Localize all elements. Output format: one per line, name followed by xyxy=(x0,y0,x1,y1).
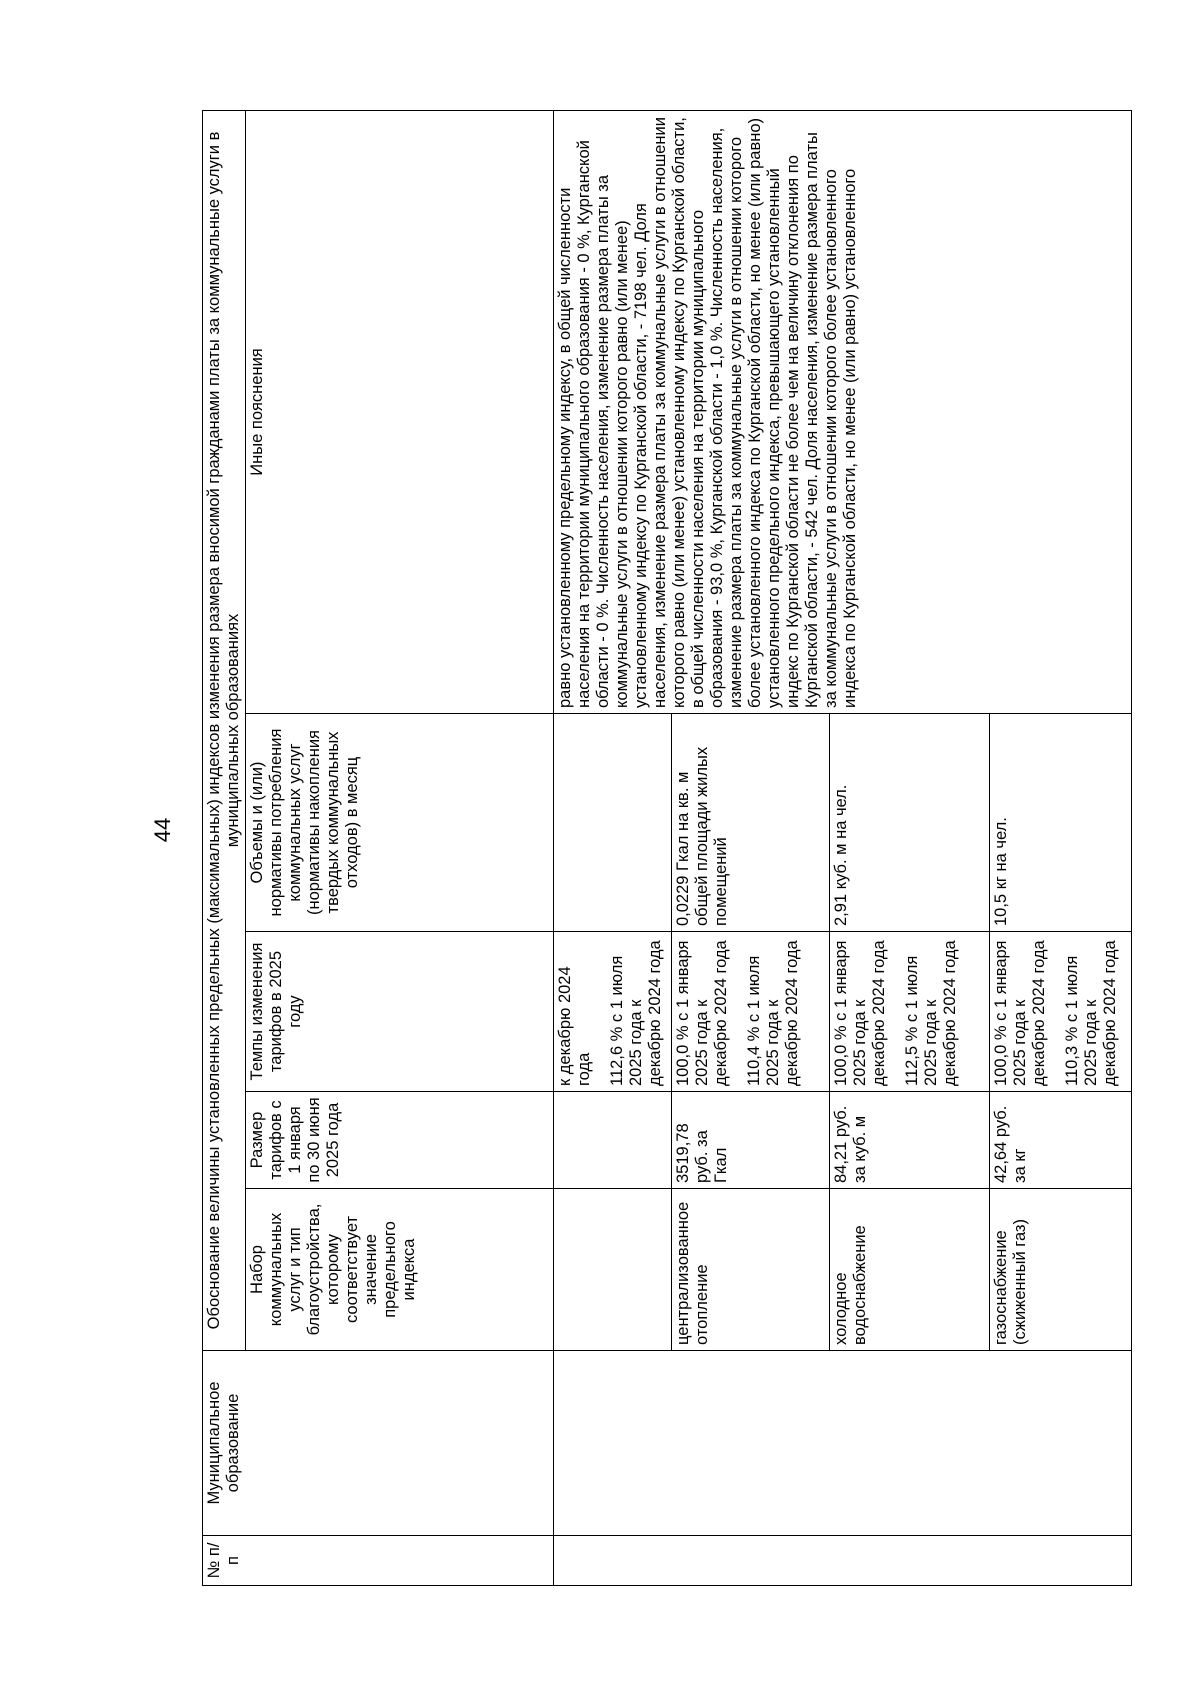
header-volume: Объемы и (или) нормативы потребления коммунальных услуг (нормативы накопления твердых коммунальных отходов) в месяц xyxy=(246,714,554,932)
cell-tariff: 42,64 руб. за кг xyxy=(990,1092,1132,1189)
cell-tariff: 3519,78 руб. за Гкал xyxy=(672,1092,830,1189)
rate-line-1: 100,0 % с 1 января 2025 года к декабрю 2024 года xyxy=(674,940,730,1086)
rate-line-2: 112,5 % с 1 июля 2025 года к декабрю 2024 года xyxy=(903,940,959,1086)
tariff-index-table xyxy=(202,110,1132,1586)
header-tariff: Размер тарифов с 1 января по 30 июня 2025 года xyxy=(246,1092,554,1189)
cell-service: централизованное отопление xyxy=(672,1189,830,1351)
rate-line-2: 112,6 % с 1 июля 2025 года к декабрю 2024 года xyxy=(608,940,664,1086)
header-rates: Темпы изменения тарифов в 2025 году xyxy=(246,932,554,1092)
header-municipality: Муниципальное образование xyxy=(203,1351,554,1536)
header-group-title: Обоснование величины установленных предельных (максимальных) индексов изменения размера вносимой гражданами платы за коммунальные услуги в муниципальных образованиях xyxy=(203,110,246,1350)
rotated-table-sheet xyxy=(202,111,1130,1586)
rate-line-1: 100,0 % с 1 января 2025 года к декабрю 2024 года xyxy=(992,940,1048,1086)
cell-volume: 10,5 кг на чел. xyxy=(990,714,1132,932)
table-row xyxy=(554,110,672,1585)
cell-tariff: 84,21 руб. за куб. м xyxy=(830,1092,990,1189)
cell-service: холодное водоснабжение xyxy=(830,1189,990,1351)
page-number: 44 xyxy=(150,817,175,843)
cell-notes: равно установленному предельному индексу, в общей численности населения на территории муниципального образования - 0 %, Курганской области - 0 %. Численность населения, изменение размера платы за коммунальные услуги в отношении которого равно (или менее) установленному индексу по Курганской области, - 7198 чел. Доля населения, изменение размера платы за коммунальные услуги в отношении которого равно (или менее) установленному индексу по Курганской области, в общей численности населения на территории муниципального образования - 93,0 %, Курганской области - 1,0 %. Численность населения, изменение размера платы за коммунальные услуги в отношении которого более установленного индекса по Курганской области, но менее (или равно) установленного предельного индекса, превышающего установленный индекс по Курганской области не более чем на величину отклонения по Курганской области, - 542 чел. Доля населения, изменение размера платы за коммунальные услуги в отношении которого более установленного индекса по Курганской области, но менее (или равно) установленного xyxy=(554,110,1132,713)
cell-rates xyxy=(672,932,830,1092)
cell-volume xyxy=(554,714,672,932)
rate-line-2: 110,4 % с 1 июля 2025 года к декабрю 2024 года xyxy=(745,940,801,1086)
cell-volume: 2,91 куб. м на чел. xyxy=(830,714,990,932)
cell-rates xyxy=(554,932,672,1092)
cell-rates xyxy=(990,932,1132,1092)
header-notes: Иные пояснения xyxy=(246,110,554,713)
cell-municipality xyxy=(554,1351,1132,1536)
cell-service: газоснабжение (сжиженный газ) xyxy=(990,1189,1132,1351)
header-number: № п/п xyxy=(203,1536,554,1586)
rate-line-1: 100,0 % с 1 января 2025 года к декабрю 2024 года xyxy=(832,940,888,1086)
header-service-set: Набор коммунальных услуг и тип благоустройства, которому соответствует значение предельного индекса xyxy=(246,1189,554,1351)
cell-tariff xyxy=(554,1092,672,1189)
rate-line-1: к декабрю 2024 года xyxy=(556,966,593,1086)
cell-rates xyxy=(830,932,990,1092)
cell-service xyxy=(554,1189,672,1351)
rate-line-2: 110,3 % с 1 июля 2025 года к декабрю 2024 года xyxy=(1063,940,1119,1086)
cell-number xyxy=(554,1536,1132,1586)
cell-volume: 0,0229 Гкал на кв. м общей площади жилых помещений xyxy=(672,714,830,932)
